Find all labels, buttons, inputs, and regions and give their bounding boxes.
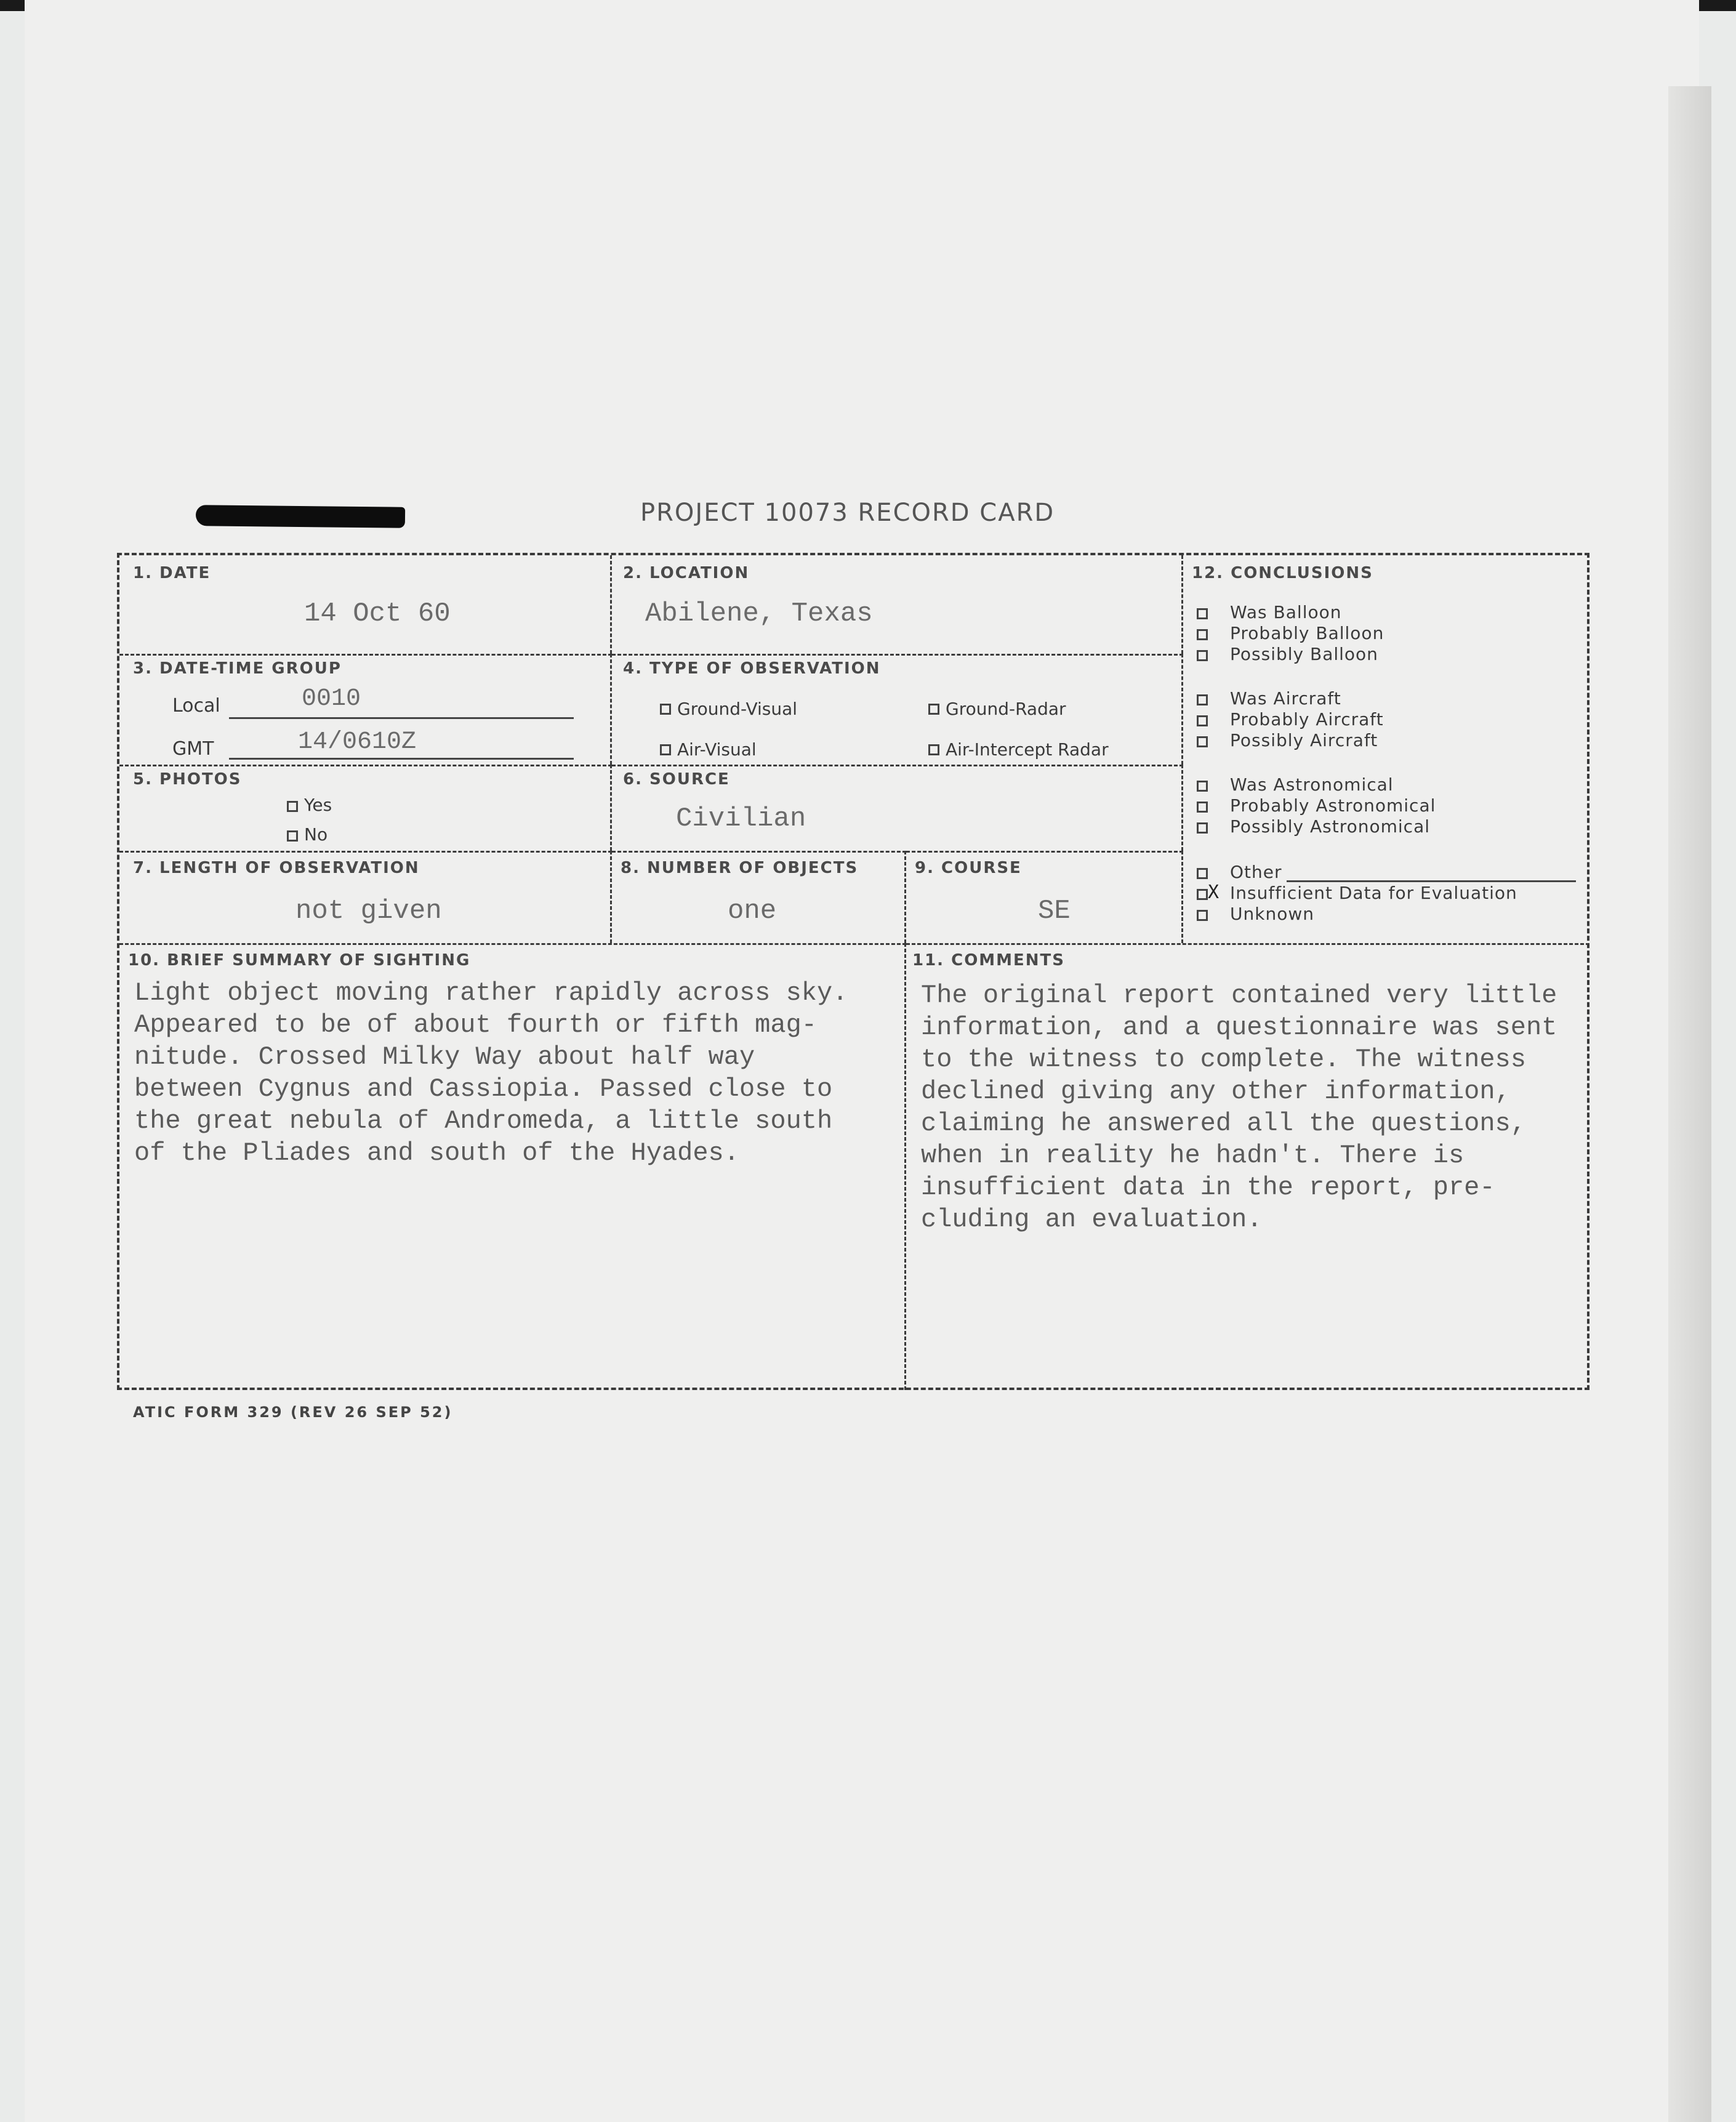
- ground-radar-label: Ground-Radar: [946, 699, 1066, 719]
- form-footer: ATIC FORM 329 (REV 26 SEP 52): [133, 1404, 453, 1421]
- num-objects-label: 8. NUMBER OF OBJECTS: [621, 859, 859, 877]
- photos-label: 5. PHOTOS: [133, 770, 242, 789]
- location-cell: [612, 555, 1183, 654]
- was-astronomical-checkbox[interactable]: [1197, 781, 1208, 792]
- redaction-mark: [196, 505, 405, 528]
- num-objects-cell: [612, 851, 906, 943]
- photos-yes-checkbox[interactable]: [287, 801, 298, 812]
- date-label: 1. DATE: [133, 564, 211, 582]
- local-label: Local: [172, 695, 220, 717]
- other-label: Other: [1230, 862, 1282, 882]
- comments-cell: [906, 943, 1589, 1390]
- air-visual-checkbox[interactable]: [660, 744, 671, 755]
- observation-type-label: 4. TYPE OF OBSERVATION: [623, 659, 881, 678]
- other-underline: [1287, 880, 1576, 882]
- was-aircraft-checkbox[interactable]: [1197, 694, 1208, 705]
- ground-radar-checkbox[interactable]: [928, 704, 939, 715]
- observation-type-cell: [612, 654, 1183, 765]
- probably-balloon-label: Probably Balloon: [1230, 623, 1384, 643]
- dtg-cell: [119, 654, 612, 765]
- unknown-checkbox[interactable]: [1197, 910, 1208, 921]
- photos-no-checkbox[interactable]: [287, 830, 298, 842]
- ground-visual-label: Ground-Visual: [677, 699, 798, 719]
- possibly-aircraft-checkbox[interactable]: [1197, 736, 1208, 747]
- summary-text: Light object moving rather rapidly across sky. Appeared to be of about fourth or fifth mag- nitude. Crossed Milky Way about half way between Cygnus and Cassiopia. Passed close to the great nebula of Andromeda, a little south of the Pliades and south of the Hyades.: [134, 978, 848, 1168]
- ground-visual-checkbox[interactable]: [660, 704, 671, 715]
- comments-label: 11. COMMENTS: [912, 951, 1066, 970]
- comments-text: The original report contained very little information, and a questionnaire was sent to the witness to complete. The witness declined giving any other information, claiming he answered all the questions, when in reality he hadn't. There is insufficient data in the report, pre- cluding an evaluation.: [921, 981, 1557, 1234]
- was-balloon-checkbox[interactable]: [1197, 608, 1208, 619]
- length-value: not given: [295, 896, 442, 926]
- course-label: 9. COURSE: [915, 859, 1022, 877]
- card-title: PROJECT 10073 RECORD CARD: [640, 499, 1055, 527]
- unknown-label: Unknown: [1230, 904, 1314, 924]
- air-intercept-radar-checkbox[interactable]: [928, 744, 939, 755]
- source-cell: [612, 765, 1183, 851]
- probably-astronomical-checkbox[interactable]: [1197, 802, 1208, 813]
- local-value: 0010: [302, 685, 361, 713]
- length-label: 7. LENGTH OF OBSERVATION: [133, 859, 420, 877]
- source-value: Civilian: [676, 803, 806, 834]
- was-astronomical-label: Was Astronomical: [1230, 774, 1394, 795]
- record-card: [117, 553, 1589, 1390]
- probably-aircraft-checkbox[interactable]: [1197, 715, 1208, 726]
- local-underline: [229, 717, 574, 719]
- gmt-underline: [229, 758, 574, 760]
- photos-cell: [119, 765, 612, 851]
- insufficient-data-check-mark: X: [1208, 882, 1220, 903]
- probably-aircraft-label: Probably Aircraft: [1230, 709, 1384, 729]
- num-objects-value: one: [728, 896, 777, 926]
- possibly-aircraft-label: Possibly Aircraft: [1230, 730, 1378, 750]
- was-aircraft-label: Was Aircraft: [1230, 688, 1341, 709]
- gmt-value: 14/0610Z: [298, 728, 417, 756]
- photos-yes-label: Yes: [304, 795, 332, 815]
- source-label: 6. SOURCE: [623, 770, 730, 789]
- location-value: Abilene, Texas: [645, 598, 873, 629]
- probably-astronomical-label: Probably Astronomical: [1230, 795, 1436, 816]
- air-visual-label: Air-Visual: [677, 739, 757, 760]
- air-intercept-radar-label: Air-Intercept Radar: [946, 739, 1109, 760]
- gmt-label: GMT: [172, 738, 214, 760]
- length-cell: [119, 851, 612, 943]
- photos-no-label: No: [304, 824, 328, 845]
- dtg-label: 3. DATE-TIME GROUP: [133, 659, 342, 678]
- date-value: 14 Oct 60: [304, 598, 451, 629]
- date-cell: [119, 555, 612, 654]
- possibly-balloon-label: Possibly Balloon: [1230, 644, 1378, 664]
- possibly-balloon-checkbox[interactable]: [1197, 650, 1208, 661]
- possibly-astronomical-checkbox[interactable]: [1197, 822, 1208, 834]
- summary-cell: [119, 943, 906, 1390]
- possibly-astronomical-label: Possibly Astronomical: [1230, 816, 1431, 837]
- scan-right-shadow: [1668, 86, 1711, 2122]
- insufficient-data-checkbox[interactable]: [1197, 889, 1208, 900]
- conclusions-cell: [1183, 555, 1589, 943]
- other-checkbox[interactable]: [1197, 868, 1208, 879]
- location-label: 2. LOCATION: [623, 564, 750, 582]
- course-cell: [906, 851, 1183, 943]
- course-value: SE: [1038, 896, 1071, 926]
- conclusions-label: 12. CONCLUSIONS: [1192, 564, 1373, 582]
- insufficient-data-label: Insufficient Data for Evaluation: [1230, 883, 1517, 903]
- probably-balloon-checkbox[interactable]: [1197, 629, 1208, 640]
- summary-label: 10. BRIEF SUMMARY OF SIGHTING: [128, 951, 471, 970]
- was-balloon-label: Was Balloon: [1230, 602, 1342, 622]
